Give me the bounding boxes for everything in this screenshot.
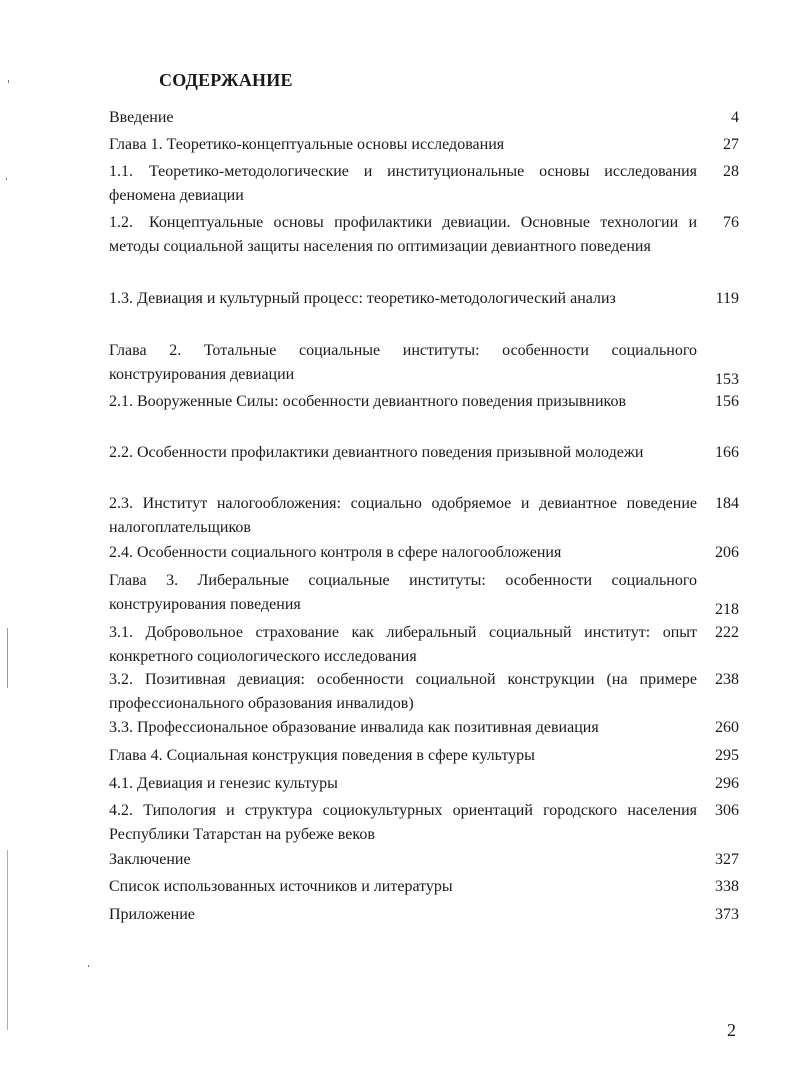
- toc-entry-page: 184: [715, 495, 739, 512]
- toc-entry-page: 306: [715, 802, 739, 819]
- toc-entry-chapter-1: [109, 133, 739, 157]
- toc-entry-2-3: [109, 492, 739, 540]
- toc-entry-3-2: [109, 668, 739, 716]
- toc-entry-page: 373: [715, 906, 739, 923]
- toc-entry-chapter-3: [109, 569, 739, 617]
- toc-entry-page: 296: [715, 775, 739, 792]
- toc-entry-text: 2.2. Особенности профилактики девиантного поведения призывной молодежи: [109, 444, 644, 461]
- toc-entry-4-2: [109, 799, 739, 847]
- toc-entry-text: Приложение: [109, 906, 195, 923]
- toc-entry-text: 3.1. Добровольное страхование как либеральный социальный институт: опыт конкретного социологического исследования: [109, 624, 697, 665]
- toc-entry-text: 2.3. Институт налогообложения: социально одобряемое и девиантное поведение налогоплательщиков: [109, 495, 697, 536]
- toc-entry-introduction: [109, 106, 739, 130]
- toc-entry-text: 3.3. Профессиональное образование инвалида как позитивная девиация: [109, 719, 599, 736]
- toc-entry-text: 1.2. Концептуальные основы профилактики девиации. Основные технологии и методы социальной защиты населения по оптимизации девиантного поведения: [109, 214, 697, 255]
- scan-artifact: [6, 178, 7, 180]
- toc-entry-2-1: [109, 390, 739, 414]
- toc-entry-page: 260: [715, 719, 739, 736]
- toc-entry-page: 222: [715, 624, 739, 641]
- toc-entry-text: 4.1. Девиация и генезис культуры: [109, 775, 338, 792]
- toc-entry-text: Глава 4. Социальная конструкция поведения в сфере культуры: [109, 747, 535, 764]
- page-title: СОДЕРЖАНИЕ: [159, 70, 293, 90]
- scan-artifact: [7, 628, 8, 688]
- toc-entry-page: 327: [715, 851, 739, 868]
- toc-entry-1-1: [109, 160, 739, 208]
- toc-entry-text: 1.1. Теоретико-методологические и институциональные основы исследования феномена девиации: [109, 163, 697, 204]
- toc-entry-appendix: [109, 903, 739, 927]
- toc-entry-page: 166: [715, 444, 739, 461]
- toc-entry-references: [109, 875, 739, 899]
- toc-entry-page: 218: [715, 601, 739, 618]
- toc-entry-page: 238: [715, 671, 739, 688]
- toc-entry-text: 4.2. Типология и структура социокультурных ориентаций городского населения Республики Татарстан на рубеже веков: [109, 802, 697, 843]
- toc-entry-page: 27: [723, 136, 739, 153]
- toc-entry-3-3: [109, 716, 739, 740]
- toc-entry-text: 3.2. Позитивная девиация: особенности социальной конструкции (на примере профессионального образования инвалидов): [109, 671, 697, 712]
- toc-entry-page: 28: [723, 163, 739, 180]
- toc-entry-3-1: [109, 621, 739, 669]
- toc-entry-page: 295: [715, 747, 739, 764]
- scan-artifact: [8, 80, 9, 83]
- toc-entry-page: 156: [715, 393, 739, 410]
- toc-entry-text: Заключение: [109, 851, 191, 868]
- toc-entry-page: 153: [715, 371, 739, 388]
- toc-entry-text: Глава 2. Тотальные социальные институты: особенности социального конструирования девиации: [109, 342, 697, 383]
- toc-entry-text: Введение: [109, 109, 174, 126]
- scan-artifact: [7, 850, 8, 1030]
- toc-entry-text: Глава 3. Либеральные социальные институты: особенности социального конструирования поведения: [109, 572, 697, 613]
- toc-entry-2-2: [109, 441, 739, 465]
- toc-entry-page: 4: [731, 109, 739, 126]
- toc-entry-2-4: [109, 541, 739, 565]
- scan-artifact: [88, 965, 89, 967]
- toc-entry-text: 2.1. Вооруженные Силы: особенности девиантного поведения призывников: [109, 393, 627, 410]
- toc-entry-page: 76: [723, 214, 739, 231]
- toc-entry-4-1: [109, 772, 739, 796]
- toc-entry-1-3: [109, 287, 739, 311]
- toc-entry-text: 1.3. Девиация и культурный процесс: теоретико-методологический анализ: [109, 290, 616, 307]
- toc-entry-text: 2.4. Особенности социального контроля в сфере налогообложения: [109, 544, 562, 561]
- toc-entry-text: Список использованных источников и литературы: [109, 878, 453, 895]
- toc-entry-chapter-2: [109, 339, 739, 387]
- toc-entry-page: 206: [715, 544, 739, 561]
- toc-entry-1-2: [109, 211, 739, 259]
- toc-entry-text: Глава 1. Теоретико-концептуальные основы исследования: [109, 136, 505, 153]
- toc-entry-conclusion: [109, 848, 739, 872]
- toc-entry-page: 119: [715, 290, 739, 307]
- toc-entry-page: 338: [715, 878, 739, 895]
- toc-entry-chapter-4: [109, 744, 739, 768]
- page-number: 2: [727, 1020, 736, 1040]
